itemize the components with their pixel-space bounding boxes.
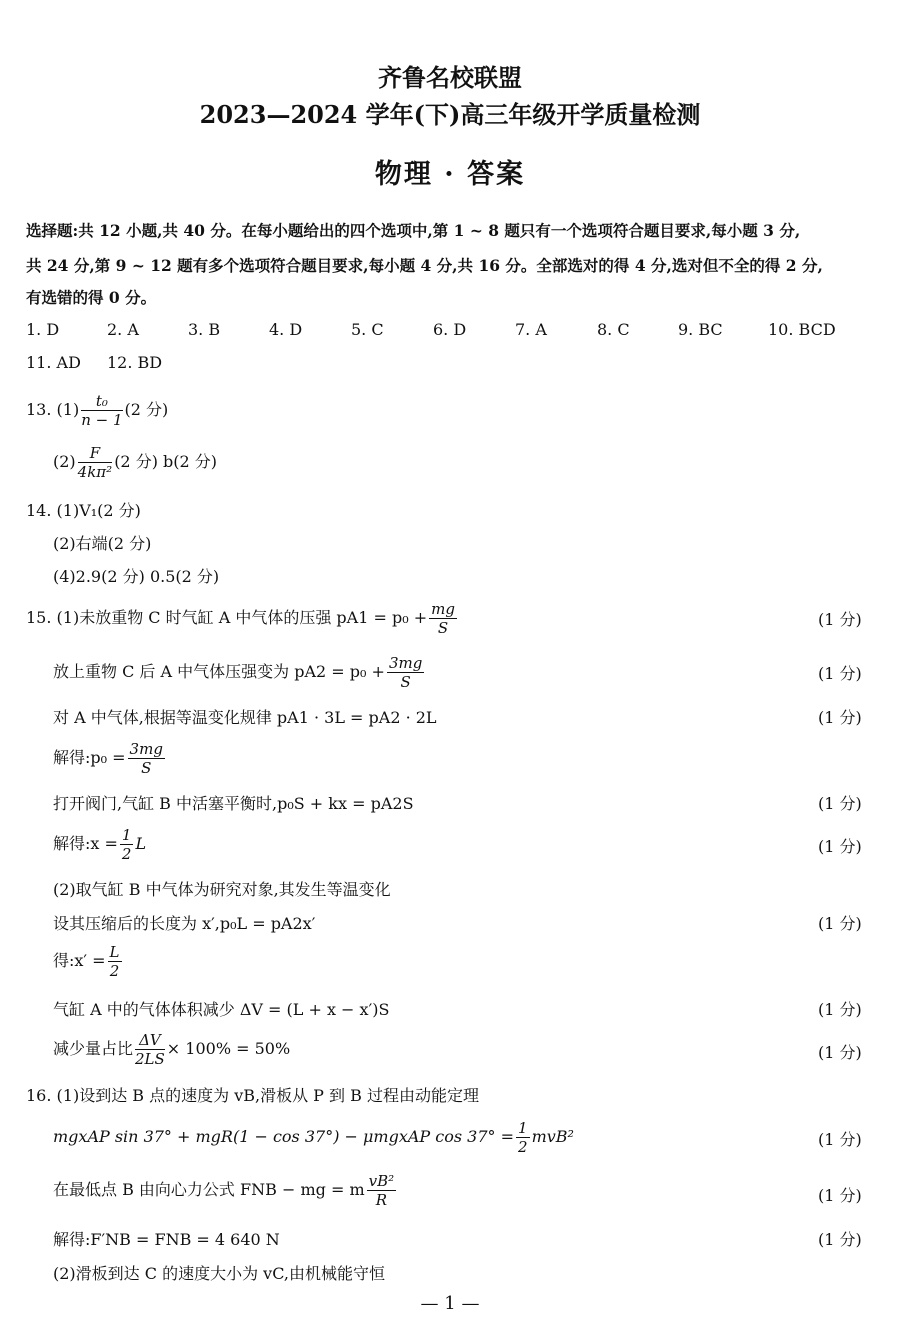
q15-line-1: 15. (1)未放重物 C 时气缸 A 中气体的压强 pA1 = p₀ + $\frac{mg}{S}$: [26, 600, 455, 637]
exam-union-title: 齐鲁名校联盟: [378, 63, 522, 92]
q15-fraction-2: $\frac{3mg}{S}$: [388, 654, 423, 691]
q15-points-6: (1 分): [818, 837, 862, 856]
answer-7: 7. A: [515, 320, 547, 339]
q15-points-2: (1 分): [818, 664, 862, 683]
q15-points-11: (1 分): [818, 1043, 862, 1062]
q15-line-6: 解得:x = $\frac{1}{2}$ L: [53, 826, 147, 863]
q15-line-5: 打开阀门,气缸 B 中活塞平衡时,p₀S + kx = pA2S: [53, 794, 414, 813]
q16-points-3: (1 分): [818, 1186, 862, 1205]
q15-fraction-4: $\frac{3mg}{S}$: [129, 740, 163, 777]
answer-1: 1. D: [26, 320, 60, 339]
answer-3: 3. B: [188, 320, 221, 339]
q15-line-11: 减少量占比 $\frac{\Delta V}{2LS}$ × 100% = 50%: [53, 1031, 291, 1068]
q15-line-7: (2)取气缸 B 中气体为研究对象,其发生等温变化: [53, 880, 391, 899]
q13-fraction-1: $\frac{\text{t₀}}{n - 1}$: [81, 392, 123, 429]
q14-line-2: (2)右端(2 分): [53, 534, 152, 553]
subject-title: 物理 · 答案: [374, 159, 526, 190]
q16-points-4: (1 分): [818, 1230, 862, 1249]
answer-8: 8. C: [597, 320, 630, 339]
q15-fraction-11: $\frac{\Delta V}{2LS}$: [135, 1031, 165, 1068]
q15-points-3: (1 分): [818, 708, 862, 727]
answer-11: 11. AD: [26, 353, 81, 372]
q16-fraction-2: $\frac{1}{2}$: [518, 1119, 528, 1156]
q14-line-1: 14. (1)V₁(2 分): [26, 501, 141, 520]
q15-fraction-6: $\frac{1}{2}$: [121, 826, 132, 863]
page-number: — 1 —: [420, 1293, 480, 1314]
q13-line-1: 13. (1) $\frac{\text{t₀}}{n - 1}$ (2 分): [26, 392, 169, 429]
q16-line-3: 在最低点 B 由向心力公式 FNB − mg = m $\frac{\text{vB²}}{R}$: [53, 1172, 395, 1209]
intro-line-3: 有选错的得 0 分。: [26, 288, 157, 307]
q16-line-4: 解得:F′NB = FNB = 4 640 N: [53, 1230, 280, 1249]
q15-points-10: (1 分): [818, 1000, 862, 1019]
intro-line-2: 共 24 分,第 9 ~ 12 题有多个选项符合题目要求,每小题 4 分,共 16 分。全部选对的得 4 分,选对但不全的得 2 分,: [26, 256, 823, 275]
q15-line-4: 解得:p₀ = $\frac{3mg}{S}$: [53, 740, 163, 777]
q13-fraction-2: $\frac{F}{\text{4kπ²}}$: [77, 444, 113, 481]
answer-2: 2. A: [107, 320, 139, 339]
answer-10: 10. BCD: [768, 320, 836, 339]
answer-9: 9. BC: [678, 320, 723, 339]
q15-points-8: (1 分): [818, 914, 862, 933]
q16-line-2: mgxAP sin 37° + mgR(1 − cos 37°) − μmgxAP cos 37° = $\frac{1}{2}$ mvB²: [53, 1119, 574, 1156]
q16-fraction-3: $\frac{\text{vB²}}{R}$: [368, 1172, 395, 1209]
q13-line-2: (2) $\frac{F}{\text{4kπ²}}$ (2 分) b(2 分): [53, 444, 218, 481]
q15-line-10: 气缸 A 中的气体体积减少 ΔV = (L + x − x′)S: [53, 1000, 390, 1019]
q14-line-3: (4)2.9(2 分) 0.5(2 分): [53, 567, 220, 586]
q15-line-3: 对 A 中气体,根据等温变化规律 pA1 · 3L = pA2 · 2L: [53, 708, 437, 727]
q15-points-1: (1 分): [818, 610, 862, 629]
exam-title: 2023—2024 学年(下)高三年级开学质量检测: [199, 100, 701, 129]
intro-line-1: 选择题:共 12 小题,共 40 分。在每小题给出的四个选项中,第 1 ~ 8 题只有一个选项符合题目要求,每小题 3 分,: [26, 221, 801, 240]
q16-points-2: (1 分): [818, 1130, 862, 1149]
q15-line-2: 放上重物 C 后 A 中气体压强变为 pA2 = p₀ + $\frac{3mg}{S}$: [53, 654, 423, 691]
answer-4: 4. D: [269, 320, 303, 339]
q15-line-8: 设其压缩后的长度为 x′,p₀L = pA2x′: [53, 914, 316, 933]
q15-line-9: 得:x′ = $\frac{L}{2}$: [53, 943, 120, 980]
q15-fraction-9: $\frac{L}{2}$: [109, 943, 120, 980]
q16-line-5: (2)滑板到达 C 的速度大小为 vC,由机械能守恒: [53, 1264, 385, 1283]
q15-points-5: (1 分): [818, 794, 862, 813]
answer-6: 6. D: [433, 320, 467, 339]
q16-line-1: 16. (1)设到达 B 点的速度为 vB,滑板从 P 到 B 过程由动能定理: [26, 1086, 479, 1105]
answer-5: 5. C: [351, 320, 384, 339]
q15-fraction-1: $\frac{mg}{S}$: [431, 600, 455, 637]
answer-12: 12. BD: [107, 353, 163, 372]
